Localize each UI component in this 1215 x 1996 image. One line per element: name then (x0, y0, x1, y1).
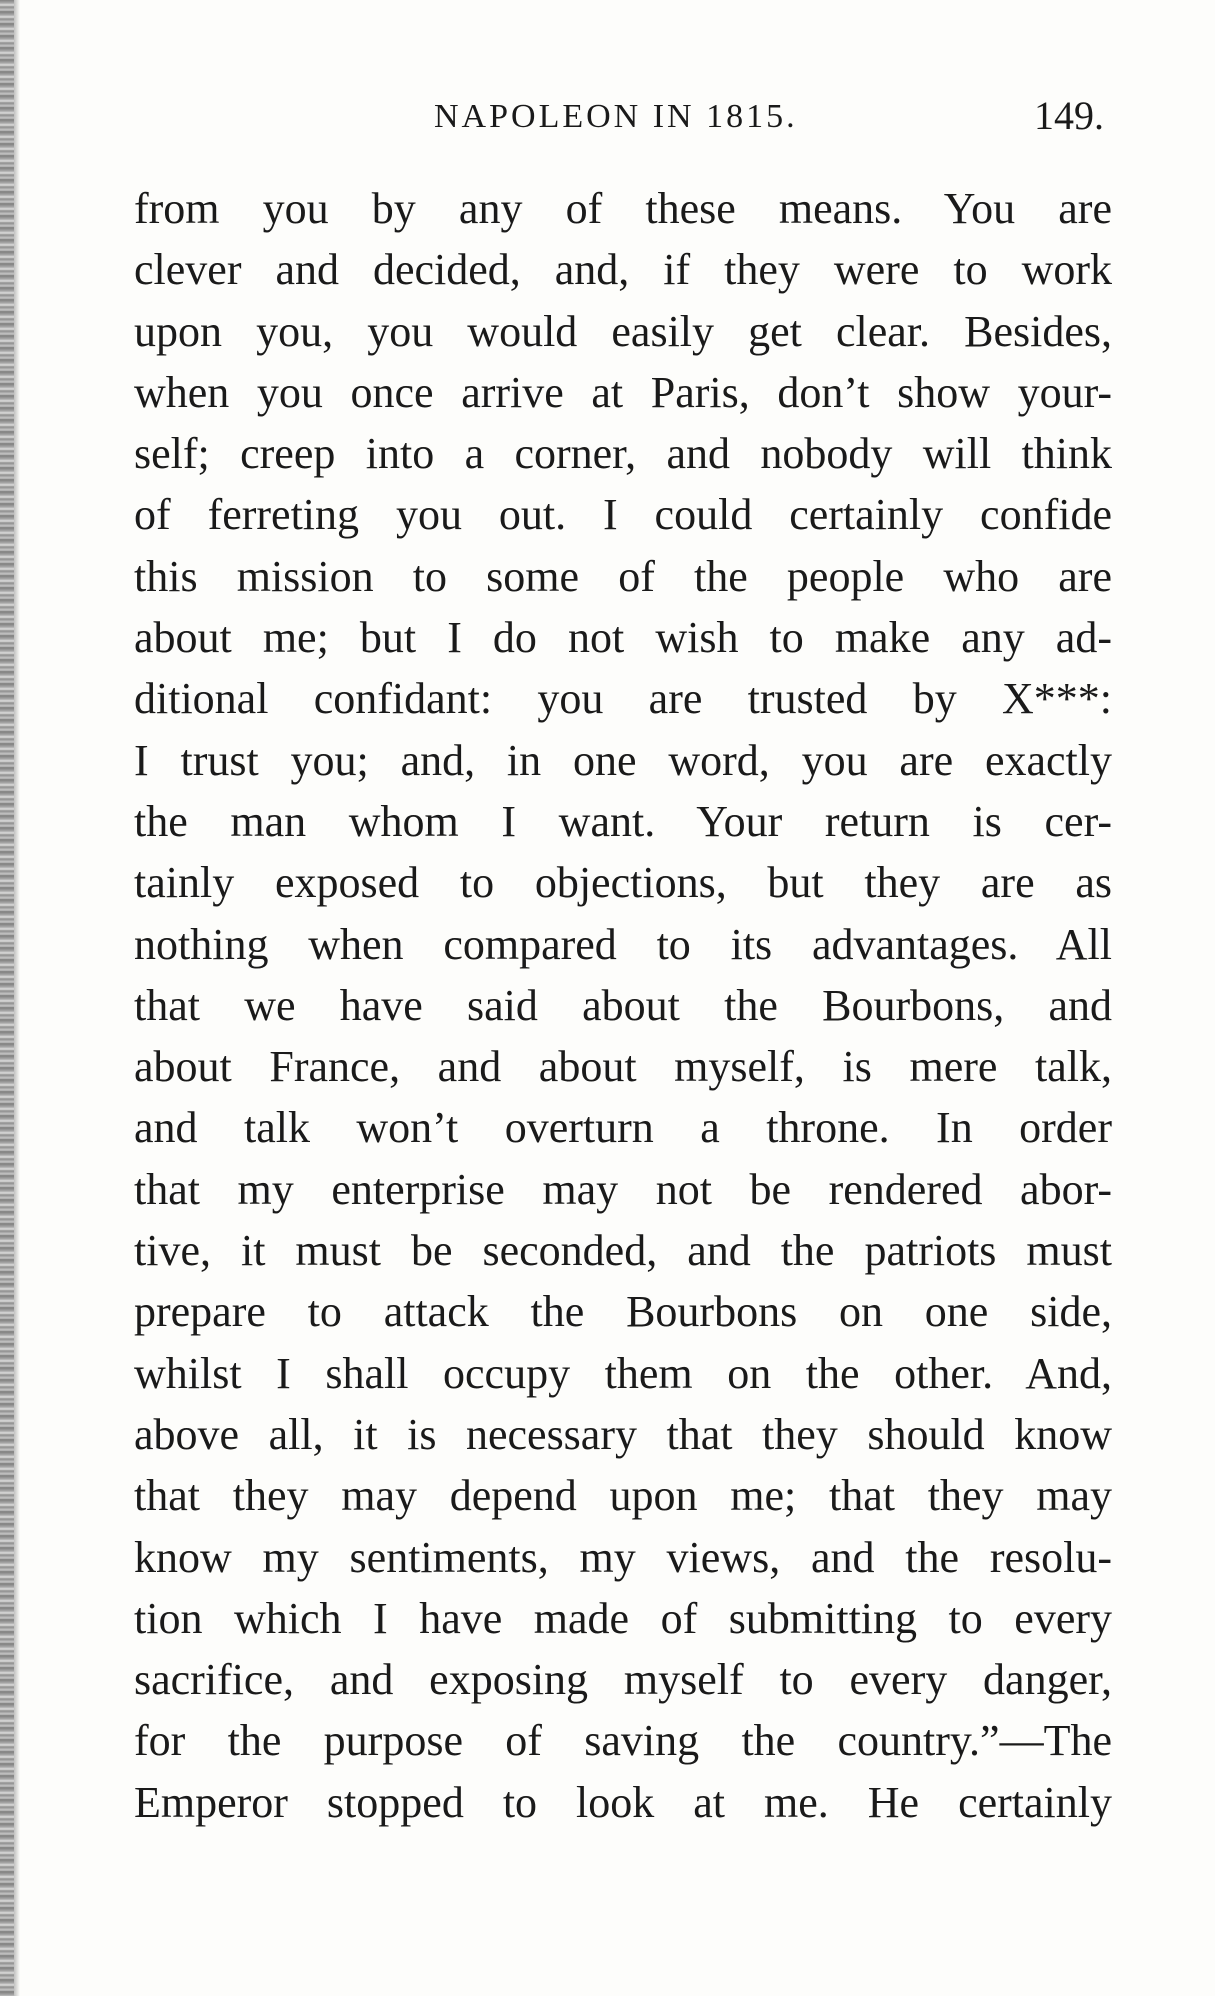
binding-shadow (14, 0, 20, 1996)
text-line: clever and decided, and, if they were to work (134, 245, 1112, 295)
text-line: ditional confidant: you are trusted by X***: (134, 674, 1112, 724)
text-line: I trust you; and, in one word, you are exactly (134, 735, 1112, 785)
binding-edge (0, 0, 14, 1996)
text-line: Emperor stopped to look at me. He certainly (134, 1777, 1112, 1827)
text-line: nothing when compared to its advantages. All (134, 919, 1112, 969)
page-number: 149. (1034, 93, 1104, 138)
running-title: NAPOLEON IN 1815. (434, 98, 798, 135)
text-line: and talk won’t overturn a throne. In order (134, 1103, 1112, 1153)
text-line: tainly exposed to objections, but they are as (134, 858, 1112, 908)
text-line: sacrifice, and exposing myself to every danger, (134, 1655, 1112, 1705)
text-line: for the purpose of saving the country.”—The (134, 1716, 1112, 1766)
text-line: about France, and about myself, is mere talk, (134, 1042, 1112, 1092)
text-line: tion which I have made of submitting to every (134, 1593, 1112, 1643)
text-line: tive, it must be seconded, and the patriots must (134, 1226, 1112, 1276)
text-line: that we have said about the Bourbons, and (134, 980, 1112, 1030)
text-line: the man whom I want. Your return is cer- (134, 796, 1112, 846)
text-line: know my sentiments, my views, and the resolu- (134, 1532, 1112, 1582)
text-line: that they may depend upon me; that they may (134, 1471, 1112, 1521)
text-line: that my enterprise may not be rendered abor- (134, 1164, 1112, 1214)
text-line: about me; but I do not wish to make any ad- (134, 613, 1112, 663)
text-line: from you by any of these means. You are (134, 184, 1112, 233)
text-line: whilst I shall occupy them on the other. And, (134, 1348, 1112, 1398)
text-line: prepare to attack the Bourbons on one side, (134, 1287, 1112, 1337)
running-head (134, 88, 1114, 148)
body-text (134, 178, 1112, 1833)
text-line: above all, it is necessary that they should know (134, 1409, 1112, 1459)
text-line: of ferreting you out. I could certainly confide (134, 490, 1112, 540)
text-line: when you once arrive at Paris, don’t show your- (134, 367, 1112, 417)
text-line: this mission to some of the people who are (134, 551, 1112, 601)
text-line: upon you, you would easily get clear. Besides, (134, 306, 1112, 356)
text-line: self; creep into a corner, and nobody will think (134, 429, 1112, 479)
